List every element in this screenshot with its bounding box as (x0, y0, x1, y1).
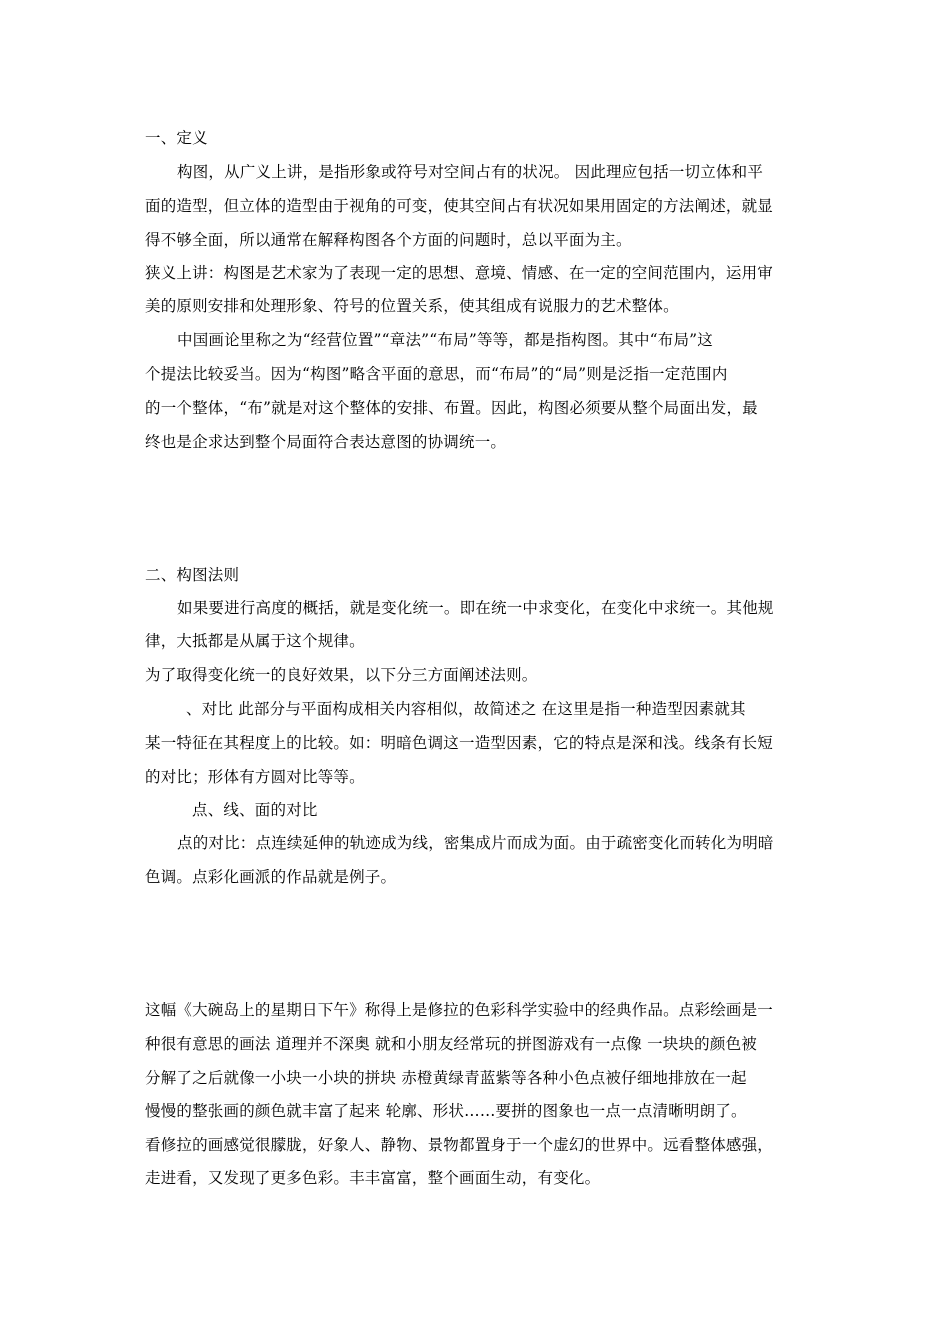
paragraph-line: 为了取得变化统一的良好效果，以下分三方面阐述法则。 (145, 666, 538, 684)
paragraph-line: 终也是企求达到整个局面符合表达意图的协调统一。 (145, 433, 507, 451)
paragraph-line: 面的造型，但立体的造型由于视角的可变，使其空间占有状况如果用固定的方法阐述，就显 (145, 197, 774, 215)
paragraph-line: 如果要进行高度的概括，就是变化统一。即在统一中求变化，在变化中求统一。其他规 (177, 599, 774, 617)
paragraph-line: 构图，从广义上讲，是指形象或符号对空间占有的状况。 因此理应包括一切立体和平 (177, 163, 764, 181)
paragraph-line: 慢慢的整张画的颜色就丰富了起来 轮廓、形状……要拼的图象也一点一点清晰明朗了。 (145, 1102, 747, 1120)
subheading-point-line-surface: 点、线、面的对比 (192, 801, 318, 819)
paragraph-line: 、对比 此部分与平面构成相关内容相似，故简述之 在这里是指一种造型因素就其 (186, 700, 746, 718)
paragraph-line: 某一特征在其程度上的比较。如：明暗色调这一造型因素，它的特点是深和浅。线条有长短 (145, 734, 774, 752)
paragraph-line: 中国画论里称之为“经营位置”“章法”“布局”等等，都是指构图。其中“布局”这 (177, 331, 713, 349)
paragraph-line: 走进看，又发现了更多色彩。丰丰富富，整个画面生动，有变化。 (145, 1169, 601, 1187)
paragraph-line: 这幅《大碗岛上的星期日下午》称得上是修拉的色彩科学实验中的经典作品。点彩绘画是一 (145, 1001, 774, 1019)
paragraph-line: 的对比；形体有方圆对比等等。 (145, 768, 365, 786)
paragraph-line: 色调。点彩化画派的作品就是例子。 (145, 868, 397, 886)
section-heading-composition-rules: 二、构图法则 (145, 566, 240, 584)
paragraph-line: 个提法比较妥当。因为“构图”略含平面的意思，而“布局”的“局”则是泛指一定范围内 (145, 365, 728, 383)
paragraph-line: 美的原则安排和处理形象、符号的位置关系，使其组成有说服力的艺术整体。 (145, 297, 679, 315)
paragraph-line: 狭义上讲：构图是艺术家为了表现一定的思想、意境、情感、在一定的空间范围内，运用审 (145, 264, 774, 282)
paragraph-line: 的一个整体，“布”就是对这个整体的安排、布置。因此，构图必须要从整个局面出发，最 (145, 399, 758, 417)
paragraph-line: 点的对比：点连续延伸的轨迹成为线，密集成片而成为面。由于疏密变化而转化为明暗 (177, 834, 774, 852)
section-heading-definition: 一、定义 (145, 129, 208, 147)
paragraph-line: 分解了之后就像一小块一小块的拼块 赤橙黄绿青蓝紫等各种小色点被仔细地排放在一起 (145, 1069, 747, 1087)
paragraph-line: 得不够全面，所以通常在解释构图各个方面的问题时，总以平面为主。 (145, 231, 632, 249)
paragraph-line: 律，大抵都是从属于这个规律。 (145, 632, 365, 650)
paragraph-line: 看修拉的画感觉很朦胧，好象人、静物、景物都置身于一个虚幻的世界中。远看整体感强， (145, 1136, 774, 1154)
paragraph-line: 种很有意思的画法 道理并不深奥 就和小朋友经常玩的拼图游戏有一点像 一块块的颜色被 (145, 1035, 757, 1053)
